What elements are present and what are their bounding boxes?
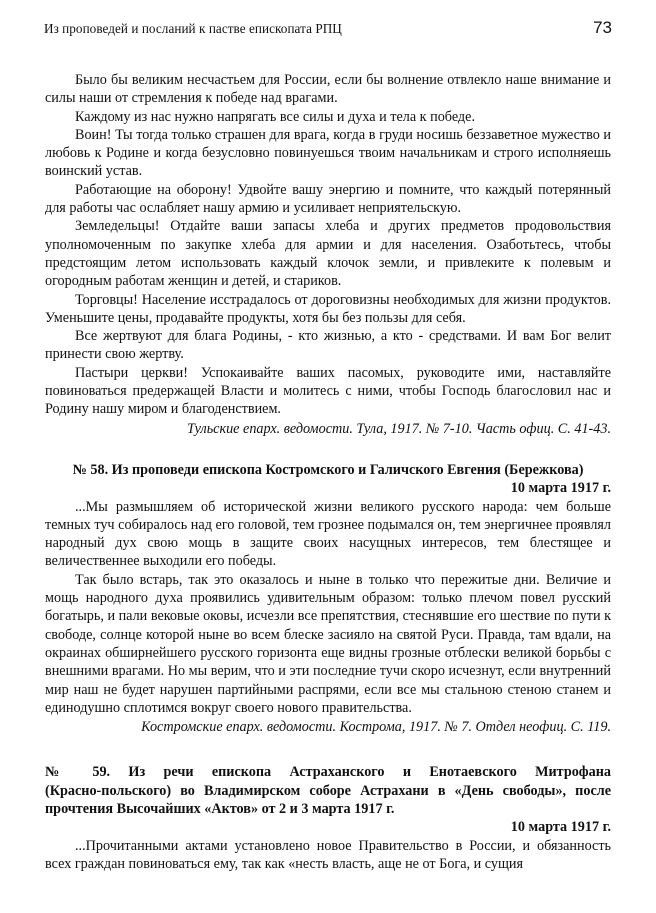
document-date-58: 10 марта 1917 г. [510, 480, 611, 497]
document-heading-59-line-2: (Красно-польского) во Владимирском соборе Астрахани в «День свободы», после [45, 782, 611, 799]
running-title: Из проповедей и посланий к пастве епископата РПЦ [44, 21, 342, 36]
document-date-59: 10 марта 1917 г. [510, 819, 611, 836]
document-heading-59-line-3: прочтения Высочайших «Актов» от 2 и 3 марта 1917 г. [45, 800, 395, 817]
body-paragraph: Работающие на оборону! Удвойте вашу энергию и помните, что каждый потерянный для работы час ослабляет нашу армию и усиливает неприятельскую. [45, 181, 611, 217]
body-paragraph: Земледельцы! Отдайте ваши запасы хлеба и других предметов продовольствия уполномоченным по закупке хлеба для армии и для населения. Озаботьтесь, чтобы предстоящим летом использовать каждый клочок земли, и привлеките к полевым и огородным работам женщин и детей, и стариков. [45, 218, 611, 290]
source-citation: Костромские епарх. ведомости. Кострома, 1917. № 7. Отдел неофиц. С. 119. [141, 719, 611, 736]
body-paragraph: Все жертвуют для блага Родины, - кто жизнью, а кто - средствами. И вам Бог велит принести свою жертву. [45, 328, 611, 363]
body-paragraph: ...Прочитанными актами установлено новое Правительство в России, и обязанность всех граждан повиноваться ему, так как «несть власть, аще не от Бога, и сущия [45, 837, 611, 872]
document-heading-58: № 58. Из проповеди епископа Костромского и Галичского Евгения (Бережкова) [72, 461, 584, 478]
body-paragraph: Воин! Ты тогда только страшен для врага, когда в груди носишь беззаветное мужество и любовь к Родине и когда безусловно повинуешься твоим начальникам и строго исполняешь воинский устав. [45, 126, 611, 180]
document-heading-59: № 59. Из речи епископа Астраханского и Енотаевского Митрофана [45, 764, 611, 781]
body-paragraph: Было бы великим несчастьем для России, если бы волнение отвлекло наше внимание и силы наши от стремления к победе над врагами. [45, 72, 611, 107]
page-body [45, 71, 611, 873]
body-paragraph: ...Мы размышляем об исторической жизни великого русского народа: чем больше темных туч собиралось над его головой, тем грознее подымался он, тем энергичнее проявлял народный дух свою мощь в защите своих насущных интересов, тем блестящее и величественнее выходили его победы. [45, 498, 611, 570]
page-number: 73 [593, 18, 612, 37]
body-paragraph: Так было встарь, так это оказалось и ныне в только что пережитые дни. Величие и мощь народного духа проявились удивительным образом: только плечом повел русский богатырь, и пали вековые оковы, исчезли все препятствия, стеснявшие его шествие по пути к свободе, солнце которой ныне во всем блеске засияло на святой Руси. Правда, там вдали, на окраинах обширнейшего русского горизонта еще видны грозные отблески великой борьбы с внешними врагами. Но мы верим, что и эти последние тучи скоро исчезнут, если внутренний мир наш не будет нарушен партийными распрями, если все мы стальною стеною станем и единодушно сплотимся вокруг своего нового правительства. [45, 571, 611, 716]
page-header [44, 18, 612, 46]
body-paragraph: Торговцы! Население исстрадалось от дороговизны необходимых для жизни продуктов. Уменьшите цены, продавайте продукты, хотя бы без пользы для себя. [45, 291, 611, 326]
body-paragraph: Каждому из нас нужно напрягать все силы и духа и тела к победе. [75, 108, 475, 125]
body-paragraph: Пастыри церкви! Успокаивайте ваших пасомых, руководите ими, наставляйте повиноваться предержащей Власти и молитесь с ними, чтобы Господь благословил нас и Родину нашу миром и благоденствием. [45, 364, 611, 418]
source-citation: Тульские епарх. ведомости. Тула, 1917. № 7-10. Часть офиц. С. 41-43. [187, 420, 611, 437]
